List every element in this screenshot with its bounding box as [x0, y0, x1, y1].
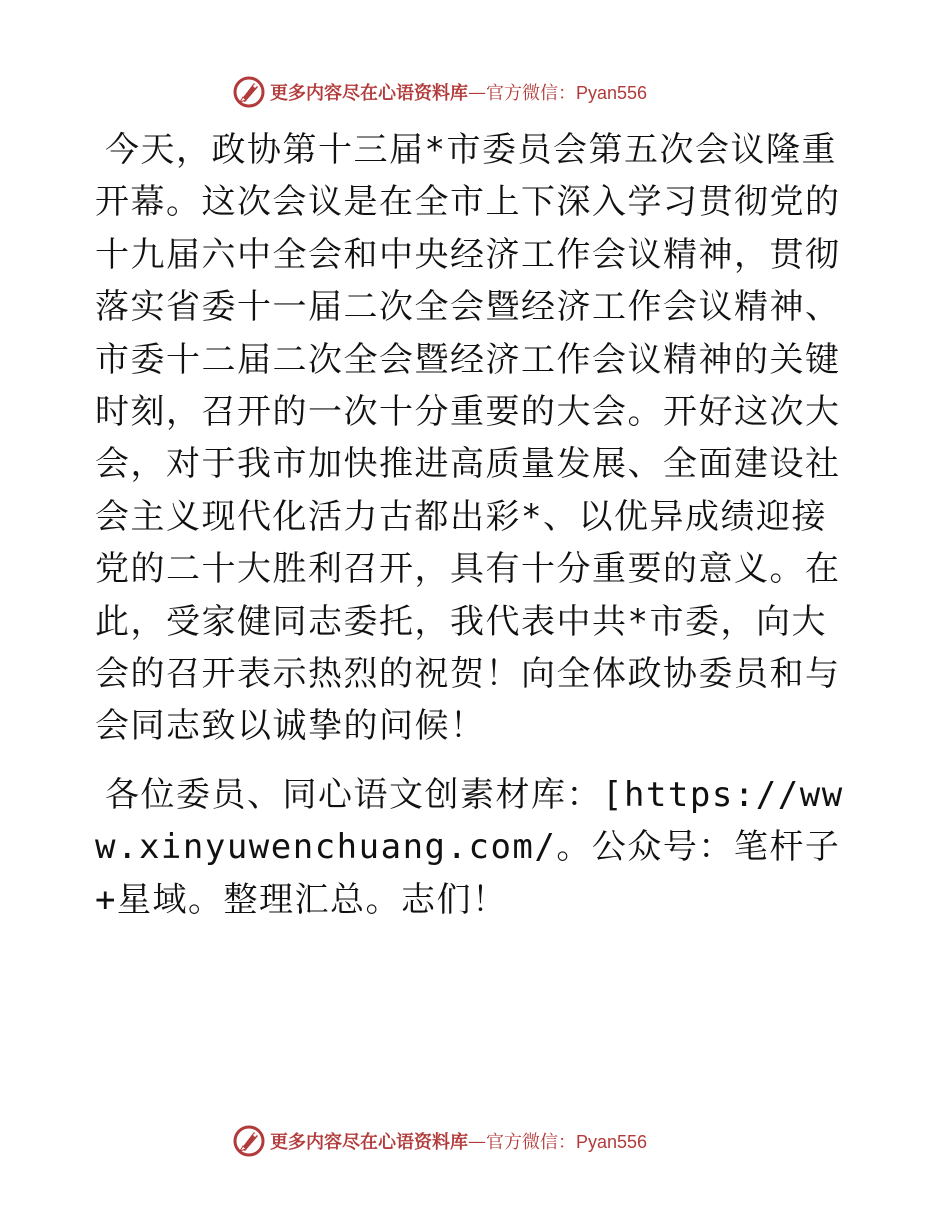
banner-wechat: 官方微信：Pyan556 — [486, 83, 648, 103]
banner-title: 更多内容尽在心语资料库 — [270, 83, 468, 104]
paragraph-address: 各位委员、同心语文创素材库：[https://www.xinyuwenchuang.com/。公众号：笔杆子+星域。整理汇总。志们！ — [95, 774, 844, 920]
banner-separator: — — [468, 81, 486, 103]
header-banner — [232, 72, 647, 112]
banner-title: 更多内容尽在心语资料库 — [270, 1132, 468, 1153]
paragraph-opening: 今天，政协第十三届*市委员会第五次会议隆重开幕。这次会议是在全市上下深入学习贯彻党的十九届六中全会和中央经济工作会议精神，贯彻落实省委十一届二次全会暨经济工作会议精神、市委十二届二次全会暨经济工作会议精神的关键时刻，召开的一次十分重要的大会。开好这次大会，对于我市加快推进高质量发展、全面建设社会主义现代化活力古都出彩*、以优异成绩迎接党的二十大胜利召开，具有十分重要的意义。在此，受家健同志委托，我代表中共*市委，向大会的召开表示热烈的祝贺！向全体政协委员和与会同志致以诚挚的问候！ — [95, 130, 841, 747]
document-body — [95, 124, 855, 926]
banner-separator: — — [468, 1130, 486, 1152]
pen-nib-logo-icon — [232, 75, 266, 109]
pen-nib-logo-icon — [232, 1124, 266, 1158]
footer-banner — [232, 1121, 647, 1161]
banner-wechat: 官方微信：Pyan556 — [486, 1132, 648, 1152]
